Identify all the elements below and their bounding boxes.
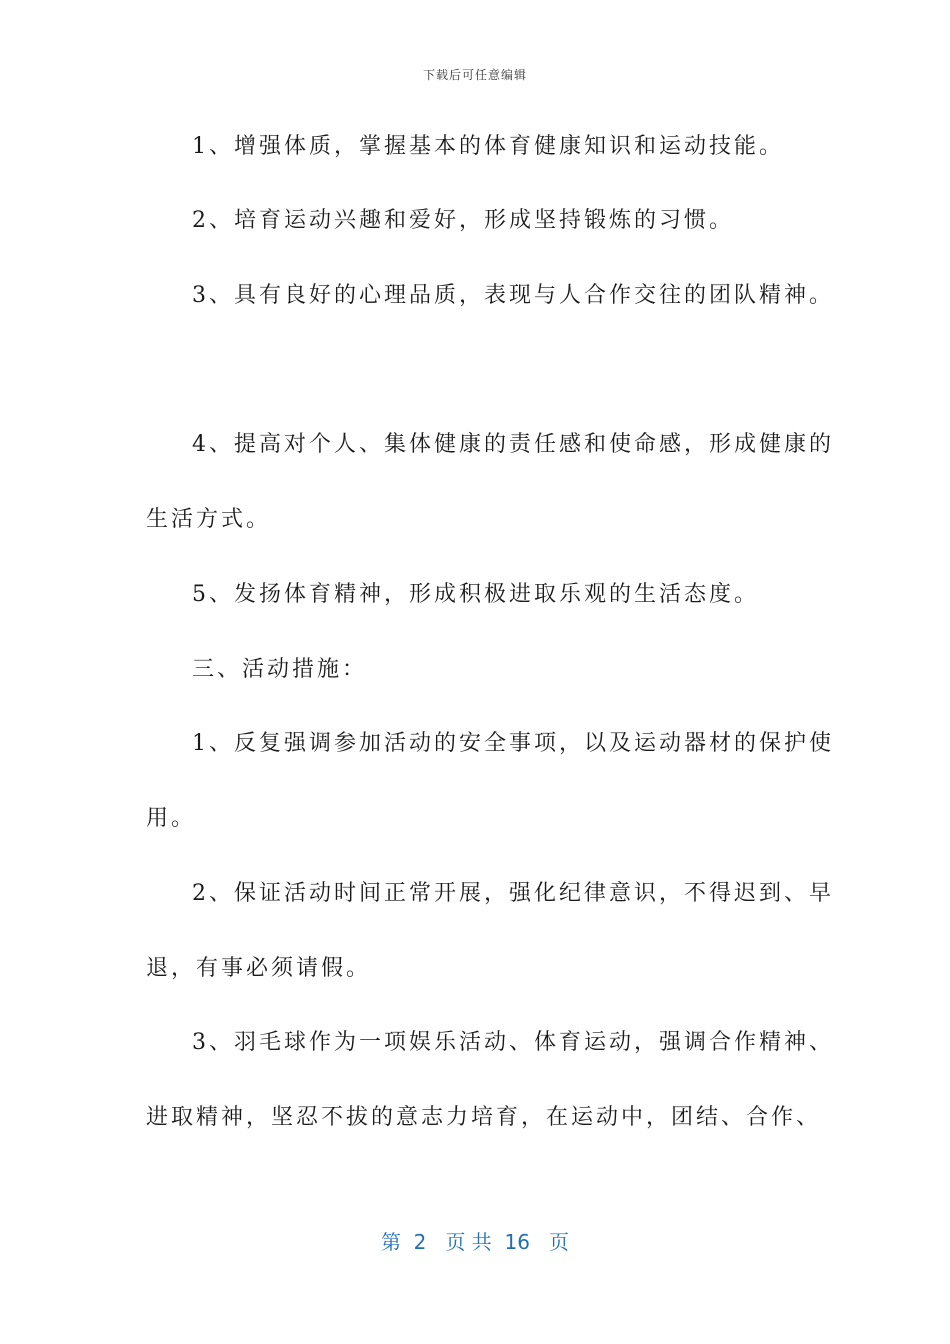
paragraph-line: 生活方式。 [146, 507, 272, 532]
page-number-footer: 第 2 页 共 16 页 [380, 1230, 570, 1254]
paragraph-line: 2、培育运动兴趣和爱好，形成坚持锻炼的习惯。 [192, 208, 734, 233]
paragraph-line: 1、反复强调参加活动的安全事项，以及运动器材的保护使 [192, 731, 834, 756]
header-note: 下载后可任意编辑 [422, 68, 527, 82]
paragraph-line: 3、羽毛球作为一项娱乐活动、体育运动，强调合作精神、 [192, 1030, 834, 1055]
paragraph-line: 退，有事必须请假。 [146, 956, 372, 981]
paragraph-line: 4、提高对个人、集体健康的责任感和使命感，形成健康的 [192, 432, 834, 457]
paragraph-line: 用。 [146, 806, 197, 831]
paragraph-line: 1、增强体质，掌握基本的体育健康知识和运动技能。 [192, 134, 784, 159]
paragraph-line: 进取精神，坚忍不拔的意志力培育，在运动中，团结、合作、 [146, 1105, 822, 1130]
paragraph-line: 5、发扬体育精神，形成积极进取乐观的生活态度。 [192, 582, 759, 607]
paragraph-line: 3、具有良好的心理品质，表现与人合作交往的团队精神。 [192, 283, 834, 308]
paragraph-line: 2、保证活动时间正常开展，强化纪律意识，不得迟到、早 [192, 881, 834, 906]
section-heading: 三、活动措施： [192, 657, 368, 682]
